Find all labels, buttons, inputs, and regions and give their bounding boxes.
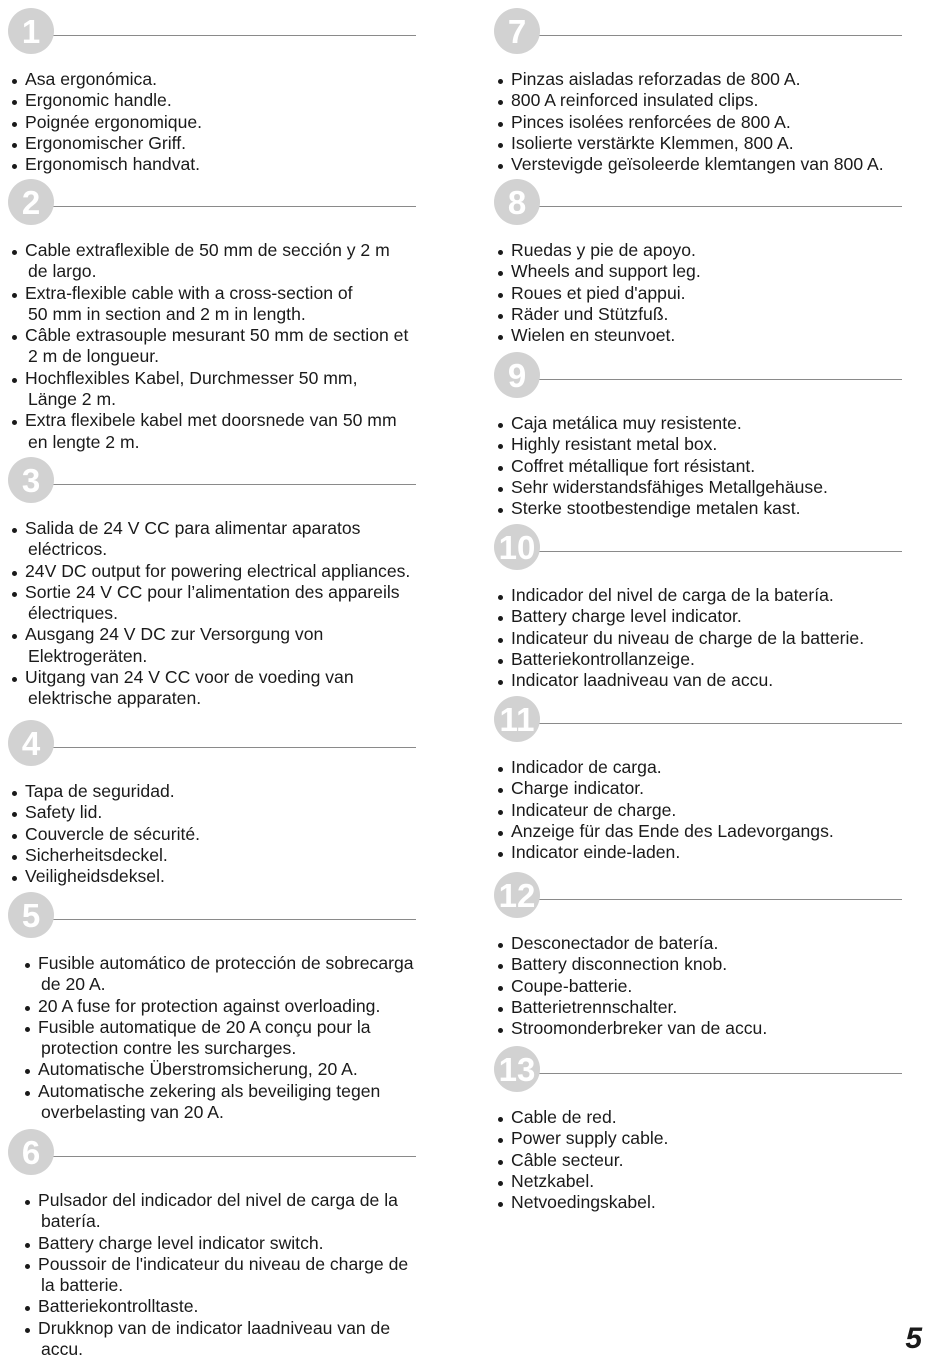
item-text: Sterke stootbestendige metalen kast. [511,498,801,519]
item-text: Coffret métallique fort résistant. [511,455,756,476]
section-number-badge: 3 [8,457,54,503]
item-text: Netvoedingskabel. [511,1192,656,1213]
item-text: Charge indicator. [511,778,645,799]
item-text-continuation: Länge 2 m. [28,389,117,410]
list-item [11,667,410,710]
item-text: Räder und Stützfuß. [511,303,669,324]
item-text: Drukknop van de indicator laadniveau van de [38,1317,391,1338]
section-header [486,352,946,400]
item-text: Coupe-batterie. [511,975,633,996]
list-item [497,498,828,519]
item-text: Stroomonderbreker van de accu. [511,1018,768,1039]
list-item [11,845,200,866]
section-header [0,179,470,227]
list-item [497,283,701,304]
section-divider [538,899,902,900]
list-item [497,606,864,627]
item-text: Pulsador del indicador del nivel de carga de la [38,1190,398,1210]
section-11 [486,696,946,863]
list-item [497,1192,668,1213]
item-text: Uitgang van 24 V CC voor de voeding van [25,667,354,688]
item-text-continuation: eléctricos. [28,539,108,560]
list-item [497,800,834,821]
section-number-badge: 9 [494,352,540,398]
list-item [11,866,200,887]
section-number-badge: 5 [8,892,54,938]
bullet-list [497,1107,668,1213]
section-header [486,8,946,56]
list-item [497,954,767,975]
item-text: Câble secteur. [511,1149,624,1170]
list-item [24,1190,408,1233]
list-item [497,1171,668,1192]
item-text: Pinces isolées renforcées de 800 A. [511,111,791,132]
item-text: Extra flexibele kabel met doorsnede van 50 mm [25,410,397,431]
item-text-continuation: overbelasting van 20 A. [41,1102,224,1123]
item-text: Poignée ergonomique. [25,111,203,132]
section-divider [538,206,902,207]
item-text: Ergonomic handle. [25,90,172,111]
list-item [24,1017,414,1060]
item-text: 800 A reinforced insulated clips. [511,90,759,111]
item-text: Wheels and support leg. [511,261,701,282]
item-text: Pinzas aisladas reforzadas de 800 A. [511,69,801,89]
list-item [11,824,200,845]
section-2 [0,179,470,452]
list-item [11,283,408,326]
section-header [0,1129,470,1177]
item-text: Cable de red. [511,1107,617,1127]
bullet-list [11,69,202,175]
bullet-list [497,69,884,175]
item-text: Indicator einde-laden. [511,842,681,863]
list-item [497,456,828,477]
bullet-list [497,757,834,863]
list-item [11,410,408,453]
section-divider [538,551,902,552]
section-header [486,179,946,227]
section-divider [52,484,416,485]
section-header [486,872,946,920]
item-text-continuation: protection contre les surcharges. [41,1038,297,1059]
item-text: Power supply cable. [511,1128,669,1149]
bullet-list [497,933,767,1039]
item-text-continuation: de 20 A. [41,974,106,995]
list-item [497,325,701,346]
item-text-continuation: en lengte 2 m. [28,431,140,452]
item-text: Indicateur de charge. [511,799,677,820]
list-item [497,434,828,455]
section-divider [52,206,416,207]
item-text: Indicateur du niveau de charge de la batterie. [511,627,865,648]
list-item [11,154,202,175]
list-item [497,628,864,649]
list-item [497,112,884,133]
list-item [497,821,834,842]
section-6 [0,1129,470,1360]
item-text: Veiligheidsdeksel. [25,866,165,887]
item-text: Batteriekontrollanzeige. [511,648,695,669]
list-item [11,582,410,625]
item-text: Cable extraflexible de 50 mm de sección y 2 m [25,240,390,260]
item-text: Tapa de seguridad. [25,781,175,801]
list-item [497,1107,668,1128]
item-text: Poussoir de l'indicateur du niveau de charge de [38,1253,409,1274]
section-7 [486,8,946,175]
section-12 [486,872,946,1039]
item-text: Highly resistant metal box. [511,434,718,455]
item-text: Ergonomischer Griff. [25,132,187,153]
section-1 [0,8,470,175]
section-header [486,696,946,744]
item-text: Batteriekontrolltaste. [38,1296,199,1317]
bullet-list [497,413,828,519]
item-text: Automatische Überstromsicherung, 20 A. [38,1059,358,1080]
item-text: Wielen en steunvoet. [511,325,676,346]
section-divider [52,747,416,748]
list-item [11,69,202,90]
list-item [11,325,408,368]
list-item [24,1296,408,1317]
section-number-badge: 7 [494,8,540,54]
item-text: 24V DC output for powering electrical appliances. [25,560,411,581]
list-item [24,1254,408,1297]
item-text: Câble extrasouple mesurant 50 mm de section et [25,325,409,346]
section-4 [0,720,470,887]
item-text: Sortie 24 V CC pour l’alimentation des appareils [25,581,400,602]
item-text: Sicherheitsdeckel. [25,844,168,865]
item-text-continuation: électriques. [28,603,118,624]
section-header [0,720,470,768]
item-text: Verstevigde geïsoleerde klemtangen van 800 A. [511,154,884,175]
item-text-continuation: Elektrogeräten. [28,645,148,666]
item-text: Automatische zekering als beveiliging tegen [38,1080,381,1101]
list-item [497,670,864,691]
item-text-continuation: 2 m de longueur. [28,346,160,367]
item-text: 20 A fuse for protection against overloading. [38,995,381,1016]
section-8 [486,179,946,346]
list-item [497,1150,668,1171]
list-item [24,1233,408,1254]
section-header [0,8,470,56]
section-divider [52,919,416,920]
bullet-list [24,1190,408,1360]
list-item [497,649,864,670]
item-text: Roues et pied d'appui. [511,282,686,303]
list-item [24,1081,414,1124]
section-divider [538,35,902,36]
item-text: Battery charge level indicator switch. [38,1232,324,1253]
bullet-list [11,781,200,887]
section-divider [52,1156,416,1157]
section-header [0,892,470,940]
section-10 [486,524,946,691]
section-number-badge: 11 [494,696,540,742]
section-header [486,524,946,572]
item-text: Sehr widerstandsfähiges Metallgehäuse. [511,476,828,497]
section-divider [538,723,902,724]
item-text: Hochflexibles Kabel, Durchmesser 50 mm, [25,367,358,388]
item-text: Ruedas y pie de apoyo. [511,240,696,260]
section-number-badge: 1 [8,8,54,54]
list-item [497,261,701,282]
bullet-list [497,585,864,691]
section-number-badge: 4 [8,720,54,766]
list-item [11,781,200,802]
section-number-badge: 6 [8,1129,54,1175]
section-divider [52,35,416,36]
item-text-continuation: batería. [41,1211,101,1232]
list-item [11,112,202,133]
item-text: Ausgang 24 V DC zur Versorgung von [25,624,324,645]
item-text: Asa ergonómica. [25,69,158,89]
item-text-continuation: la batterie. [41,1275,124,1296]
section-13 [486,1046,946,1213]
section-header [0,457,470,505]
item-text: Extra-flexible cable with a cross-section of [25,282,353,303]
list-item [11,561,410,582]
section-9 [486,352,946,519]
list-item [11,518,410,561]
section-divider [538,1073,902,1074]
item-text: Caja metálica muy resistente. [511,413,742,433]
list-item [24,996,414,1017]
item-text: Battery disconnection knob. [511,954,728,975]
section-number-badge: 2 [8,179,54,225]
list-item [497,778,834,799]
list-item [24,1318,408,1361]
section-number-badge: 10 [494,524,540,570]
list-item [497,842,834,863]
list-item [497,976,767,997]
section-number-badge: 13 [494,1046,540,1092]
item-text: Isolierte verstärkte Klemmen, 800 A. [511,132,794,153]
list-item [11,802,200,823]
section-number-badge: 12 [494,872,540,918]
list-item [497,477,828,498]
section-header [486,1046,946,1094]
bullet-list [11,518,410,710]
item-text: Couvercle de sécurité. [25,823,201,844]
list-item [497,69,884,90]
item-text: Ergonomisch handvat. [25,154,201,175]
item-text: Salida de 24 V CC para alimentar aparatos [25,518,361,538]
item-text: Indicador de carga. [511,757,662,777]
list-item [11,368,408,411]
list-item [11,240,408,283]
section-divider [538,379,902,380]
list-item [497,133,884,154]
item-text-continuation: accu. [41,1339,84,1360]
page-number: 5 [905,1322,922,1355]
list-item [497,154,884,175]
item-text: Indicador del nivel de carga de la batería. [511,585,834,605]
list-item [11,90,202,111]
section-5 [0,892,470,1123]
item-text: Netzkabel. [511,1170,595,1191]
bullet-list [24,953,414,1123]
item-text: Battery charge level indicator. [511,606,742,627]
list-item [497,240,701,261]
bullet-list [497,240,701,346]
item-text: Fusible automático de protección de sobrecarga [38,953,414,973]
list-item [497,757,834,778]
item-text-continuation: 50 mm in section and 2 m in length. [28,303,306,324]
list-item [497,90,884,111]
list-item [11,133,202,154]
list-item [11,624,410,667]
item-text: Batterietrennschalter. [511,996,678,1017]
list-item [24,953,414,996]
list-item [497,1128,668,1149]
item-text: Anzeige für das Ende des Ladevorgangs. [511,820,834,841]
list-item [497,933,767,954]
item-text: Indicator laadniveau van de accu. [511,670,774,691]
item-text: Fusible automatique de 20 A conçu pour la [38,1016,371,1037]
item-text: Desconectador de batería. [511,933,719,953]
bullet-list [11,240,408,453]
item-text-continuation: elektrische apparaten. [28,688,202,709]
section-number-badge: 8 [494,179,540,225]
list-item [497,304,701,325]
list-item [497,1018,767,1039]
section-3 [0,457,470,709]
item-text: Safety lid. [25,802,103,823]
list-item [24,1059,414,1080]
list-item [497,997,767,1018]
item-text-continuation: de largo. [28,261,97,282]
list-item [497,413,828,434]
list-item [497,585,864,606]
